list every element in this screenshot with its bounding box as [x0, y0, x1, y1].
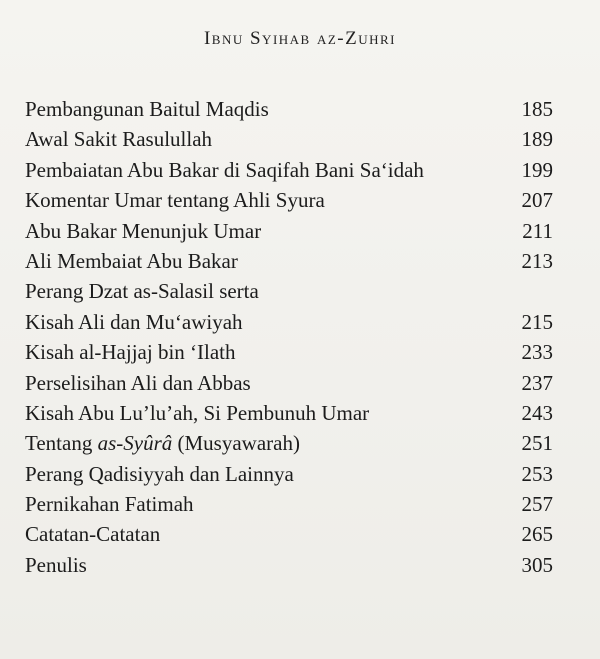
toc-entry-page: 305: [521, 552, 553, 577]
toc-entry: [25, 398, 553, 428]
toc-entry-page: 215: [521, 309, 553, 334]
toc-entry: [25, 216, 553, 246]
toc-entry-title: Abu Bakar Menunjuk Umar: [25, 218, 262, 243]
running-head: Ibnu Syihab az-Zuhri: [203, 28, 397, 49]
toc-entry-page: 243: [521, 400, 553, 425]
toc-entry: [25, 94, 553, 124]
table-of-contents: [25, 94, 553, 580]
toc-entry: [25, 550, 553, 580]
toc-entry-title: Perang Dzat as-Salasil serta: [25, 279, 259, 304]
toc-entry-title: [25, 428, 300, 458]
toc-entry-page: 253: [521, 461, 553, 486]
toc-title-prefix: Tentang: [25, 431, 98, 456]
toc-entry-title: Awal Sakit Rasulullah: [25, 127, 213, 152]
toc-entry-title: Pembaiatan Abu Bakar di Saqifah Bani Sa‘idah: [25, 157, 424, 182]
toc-entry-page: 207: [521, 188, 553, 213]
toc-entry: [25, 155, 553, 185]
toc-entry: [25, 428, 553, 458]
toc-entry-page: 213: [521, 248, 553, 273]
toc-entry: [25, 246, 553, 276]
toc-entry-title: Pembangunan Baitul Maqdis: [25, 97, 269, 121]
toc-entry-title: Perselisihan Ali dan Abbas: [25, 370, 251, 395]
toc-entry: [25, 519, 553, 549]
toc-entry-title: Kisah al-Hajjaj bin ‘Ilath: [25, 340, 236, 365]
toc-entry-page: 199: [521, 157, 553, 182]
toc-entry-title: Penulis: [25, 552, 87, 577]
toc-entry-page: 189: [521, 127, 553, 152]
toc-entry-page: 257: [521, 492, 553, 517]
toc-entry-page: 185: [521, 97, 553, 121]
toc-entry-title: Catatan-Catatan: [25, 522, 161, 547]
toc-title-italic-term: as-Syûrâ: [97, 431, 173, 456]
toc-entry-title: Kisah Abu Lu’lu’ah, Si Pembunuh Umar: [25, 400, 370, 425]
toc-entry-title: Pernikahan Fatimah: [25, 492, 194, 517]
toc-title-suffix: (Musyawarah): [172, 431, 300, 456]
toc-entry-page: 251: [521, 431, 553, 456]
toc-entry-title: Kisah Ali dan Mu‘awiyah: [25, 309, 243, 334]
toc-entry-page: 237: [521, 370, 553, 395]
toc-entry-title: Ali Membaiat Abu Bakar: [25, 248, 238, 273]
toc-entry-page: 233: [521, 340, 553, 365]
toc-entry-page: 211: [522, 218, 553, 243]
toc-entry: [25, 185, 553, 215]
toc-entry: [25, 489, 553, 519]
toc-entry: [25, 368, 553, 398]
toc-entry-title: Komentar Umar tentang Ahli Syura: [25, 188, 325, 213]
toc-entry-page: 265: [521, 522, 553, 547]
toc-entry: [25, 276, 553, 306]
toc-entry: [25, 459, 553, 489]
toc-entry: [25, 307, 553, 337]
toc-entry: [25, 124, 553, 154]
toc-entry-title: Perang Qadisiyyah dan Lainnya: [25, 461, 294, 486]
toc-entry: [25, 337, 553, 367]
